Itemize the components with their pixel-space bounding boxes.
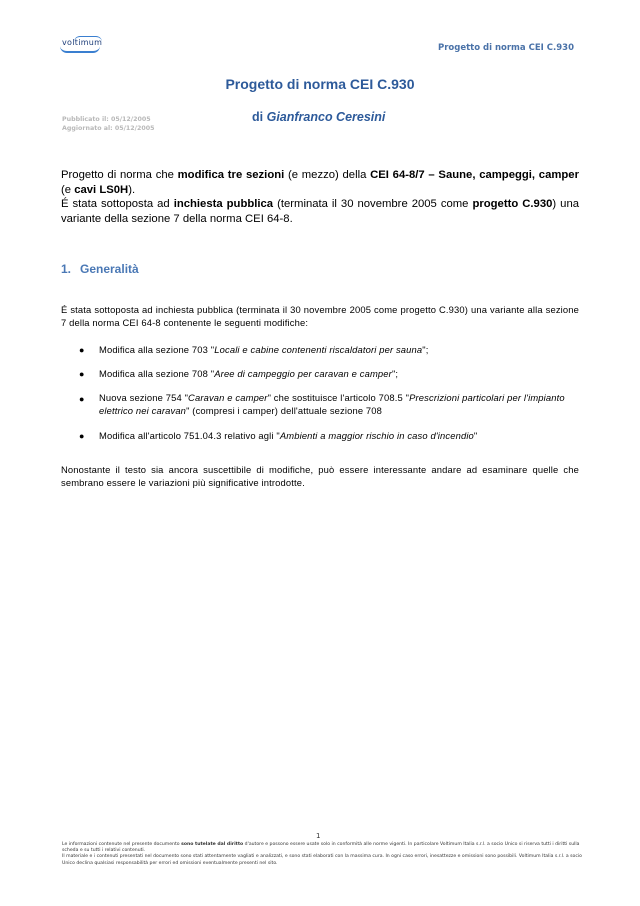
intro-bold: inchiesta pubblica xyxy=(173,198,274,210)
intro-bold: CEI 64-8/7 – Saune, campeggi, camper xyxy=(370,169,579,181)
running-header-title: Progetto di norma CEI C.930 xyxy=(437,43,574,53)
footer-bold: sono tutelate dal diritto xyxy=(181,842,244,847)
intro-bold: modifica tre sezioni xyxy=(177,169,285,181)
intro-text: (e xyxy=(61,183,75,196)
closing-paragraph: Nonostante il testo sia ancora suscettibile di modifiche, può essere interessante andare ad esaminare quelle che sembrano essere le variazioni più significative introdotte. xyxy=(61,464,579,488)
list-item-text: Modifica alla sezione 708 " xyxy=(99,368,215,379)
section-heading xyxy=(61,262,139,276)
intro-paragraph xyxy=(61,168,579,226)
section-number: 1. xyxy=(61,262,72,276)
list-item-italic: Ambienti a maggior rischio in caso d'incendio xyxy=(279,430,474,441)
section-title: Generalità xyxy=(80,262,139,276)
logo-text: voltimum xyxy=(62,38,103,47)
list-item-italic: Caravan e camper xyxy=(188,392,268,403)
list-item-text: " (compresi i camper) dell'attuale sezione 708 xyxy=(186,404,383,416)
author-name: Gianfranco Ceresini xyxy=(266,110,386,124)
author-line xyxy=(252,110,385,124)
intro-text: (e mezzo) della xyxy=(284,169,371,181)
intro-line-2 xyxy=(61,197,579,226)
bullet-icon: ● xyxy=(79,431,85,441)
updated-date: Aggiornato al: 05/12/2005 xyxy=(62,124,155,132)
footer-line-2: Il materiale e i contenuti presentati nel documento sono stati attentamente vagliati e analizzati, e sono stati elaborati con la massima cura. In ogni caso errori, inesattezze e omissioni sono possibili. Voltimum Italia s.r.l. a socio Unico declina qualsiasi responsabilità per errori ed omissioni eventualmente presenti nel sito. xyxy=(62,854,582,866)
list-item-italic: Prescrizioni particolari per l'impianto elettrico nei caravan xyxy=(99,392,565,416)
intro-bold: cavi LS0H xyxy=(74,183,129,196)
intro-text: ) una variante della sezione 7 della norma CEI 64-8. xyxy=(61,198,580,225)
list-item-text: Modifica all'articolo 751.04.3 relativo agli " xyxy=(99,430,280,441)
intro-text: ). xyxy=(128,183,136,196)
footer-text: Le informazioni contenute nel presente documento xyxy=(62,842,182,847)
list-item xyxy=(61,368,581,379)
page-number: 1 xyxy=(316,832,321,840)
section-paragraph: É stata sottoposta ad inchiesta pubblica (terminata il 30 novembre 2005 come progetto C.930) una variante alla sezione 7 della norma CEI 64-8 contenente le seguenti modifiche: xyxy=(61,304,579,328)
published-date: Pubblicato il: 05/12/2005 xyxy=(62,116,151,123)
list-item-text: Modifica alla sezione 703 " xyxy=(99,344,215,355)
bullet-icon: ● xyxy=(79,394,85,404)
footer-text: d'autore e possono essere usate solo in conformità alle norme vigenti. In particolare Voltimum Italia s.r.l. a socio Unico si riserva tutti i diritti sulla scheda e su tutti i relativi contenuti. xyxy=(62,842,580,854)
list-item xyxy=(61,430,581,441)
document-title: Progetto di norma CEI C.930 xyxy=(225,76,415,92)
list-item-text: "; xyxy=(391,368,399,379)
logo-swoosh-bottom xyxy=(60,46,100,53)
list-item-text: Nuova sezione 754 " xyxy=(99,392,189,403)
footer-disclaimer xyxy=(62,842,584,867)
list-item xyxy=(61,392,581,417)
intro-line-1 xyxy=(61,168,579,197)
list-item-italic: Aree di campeggio per caravan e camper xyxy=(214,368,392,379)
list-item-text: " che sostituisce l'articolo 708.5 " xyxy=(267,392,410,403)
footer-line-1 xyxy=(62,842,584,854)
intro-text: É stata sottoposta ad xyxy=(61,198,174,210)
intro-text: (terminata il 30 novembre 2005 come xyxy=(273,198,473,210)
modifications-list xyxy=(61,344,581,441)
voltimum-logo xyxy=(60,38,104,52)
intro-bold: progetto C.930 xyxy=(472,198,553,210)
bullet-icon: ● xyxy=(79,369,85,379)
list-item xyxy=(61,344,581,355)
intro-text: Progetto di norma che xyxy=(61,169,178,181)
publication-info xyxy=(62,116,155,133)
list-item-text: " xyxy=(473,430,478,441)
bullet-icon: ● xyxy=(79,345,85,355)
list-item-text: "; xyxy=(422,344,429,355)
list-item-italic: Locali e cabine contenenti riscaldatori per sauna xyxy=(214,344,423,355)
author-prefix: di xyxy=(252,110,267,124)
